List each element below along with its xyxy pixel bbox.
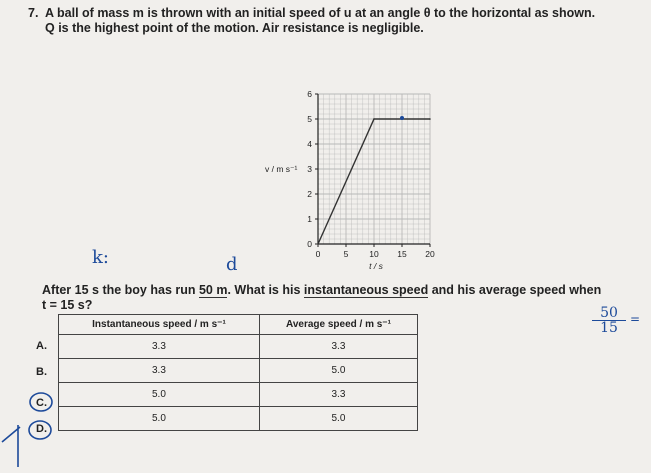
option-d-inst: 5.0	[59, 407, 260, 431]
y-tick-label: 2	[307, 189, 312, 199]
header-average: Average speed / m s⁻¹	[259, 315, 417, 335]
handwritten-fraction	[592, 306, 626, 335]
option-label-d[interactable]: D.	[36, 423, 47, 435]
answer-table	[58, 314, 418, 431]
handwritten-d-note: d	[226, 254, 238, 275]
y-tick-label: 5	[307, 114, 312, 124]
handwritten-k-note: k:	[92, 247, 109, 268]
option-c-avg: 3.3	[259, 383, 417, 407]
circle-d-mark	[29, 421, 51, 439]
question-intro: A ball of mass m is thrown with an initial speed of u at an angle θ to the horizontal as shown. Q is the highest point of the motion. Air resistance is negligible.	[45, 6, 596, 35]
option-a-avg: 3.3	[259, 335, 417, 359]
x-tick-label: 10	[369, 249, 379, 259]
y-tick-label: 6	[307, 89, 312, 99]
option-b-inst: 3.3	[59, 359, 260, 383]
option-row-c[interactable]	[59, 383, 418, 407]
option-label-b[interactable]: B.	[36, 366, 47, 378]
option-c-inst: 5.0	[59, 383, 260, 407]
prompt-post: and his average speed when	[428, 283, 602, 297]
header-instantaneous: Instantaneous speed / m s⁻¹	[59, 315, 260, 335]
y-tick-label: 0	[307, 239, 312, 249]
x-tick-label: 20	[425, 249, 435, 259]
answer-table-header	[59, 315, 418, 335]
y-tick-label: 1	[307, 214, 312, 224]
data-point	[373, 118, 375, 120]
question-number: 7.	[28, 6, 39, 20]
handwritten-circles	[0, 385, 70, 473]
option-row-d[interactable]	[59, 407, 418, 431]
prompt-pre: After 15 s the boy has run	[42, 283, 199, 297]
prompt-line-2: t = 15 s?	[42, 298, 93, 312]
fraction-denominator: 15	[592, 320, 626, 335]
fraction-numerator: 50	[600, 305, 618, 321]
velocity-time-graph	[255, 80, 455, 275]
circle-c-mark	[30, 393, 52, 411]
option-a-inst: 3.3	[59, 335, 260, 359]
x-tick-label: 5	[343, 249, 349, 259]
tick-mark	[2, 425, 20, 467]
x-tick-label: 15	[397, 249, 407, 259]
x-tick-label: 0	[315, 249, 321, 259]
prompt-mid: . What is his	[227, 283, 304, 297]
data-point	[317, 243, 319, 245]
option-label-c[interactable]: C.	[36, 397, 47, 409]
y-tick-label: 4	[307, 139, 312, 149]
question-prompt	[42, 283, 642, 313]
option-b-avg: 5.0	[259, 359, 417, 383]
prompt-line-1	[42, 283, 642, 298]
option-label-a[interactable]: A.	[36, 340, 47, 352]
x-axis-label: t / s	[369, 261, 383, 271]
handwritten-dot	[400, 116, 404, 120]
fraction-equals: =	[630, 312, 641, 326]
y-tick-label: 3	[307, 164, 312, 174]
data-point	[429, 118, 431, 120]
option-d-avg: 5.0	[259, 407, 417, 431]
prompt-instantaneous: instantaneous speed	[303, 283, 429, 297]
option-row-b[interactable]	[59, 359, 418, 383]
option-row-a[interactable]	[59, 335, 418, 359]
y-axis-label: v / m s⁻¹	[265, 164, 298, 174]
prompt-distance: 50 m	[198, 283, 228, 297]
